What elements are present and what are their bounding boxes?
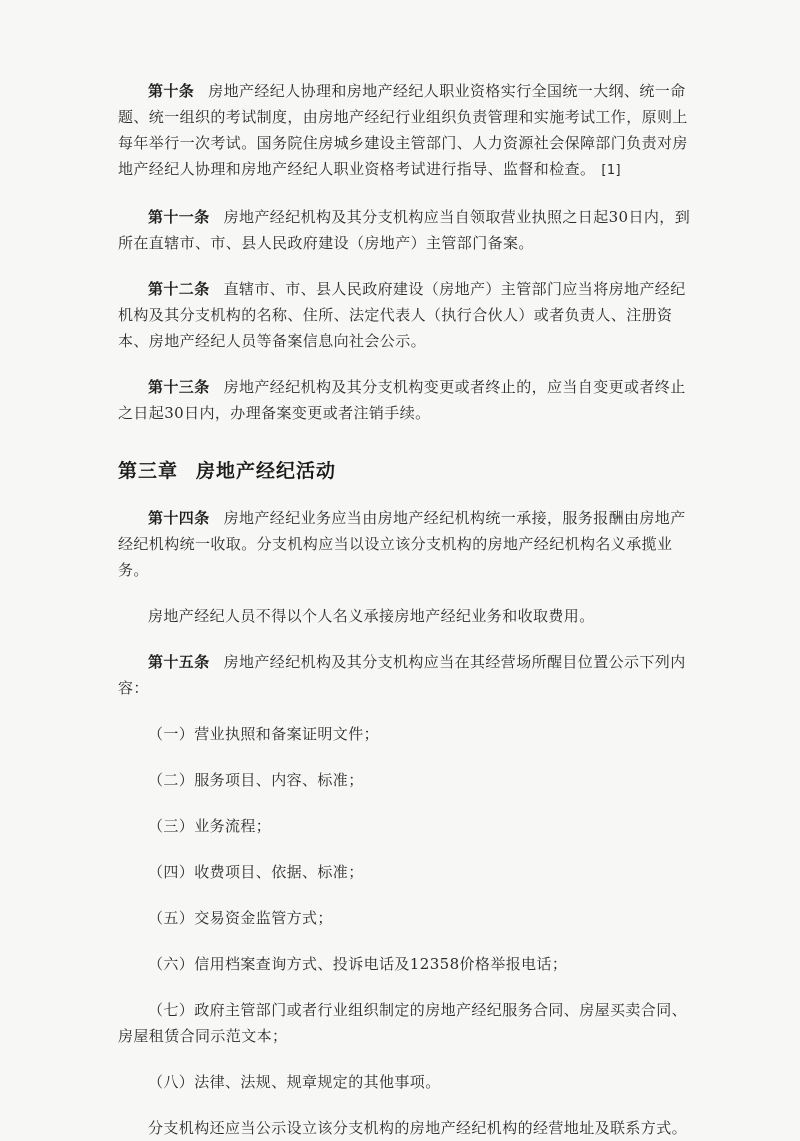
list-item: （一）营业执照和备案证明文件； (148, 725, 380, 743)
chapter-number: 第三章 (118, 460, 179, 482)
article-14-paragraph-2: 房地产经纪人员不得以个人名义承接房地产经纪业务和收取费用。 (148, 607, 595, 625)
list-item: （六）信用档案查询方式、投诉电话及12358价格举报电话； (148, 955, 568, 973)
article-number: 第十条 (148, 82, 195, 100)
chapter-heading (118, 456, 700, 483)
list-item: （七）政府主管部门或者行业组织制定的房地产经纪服务合同、房屋买卖合同、房屋租赁合同示范文本； (118, 1001, 688, 1045)
article-number: 第十一条 (148, 208, 210, 226)
article-15 (118, 649, 700, 701)
list-item: （三）业务流程； (148, 817, 272, 835)
article-number: 第十四条 (148, 509, 210, 527)
article-13 (118, 374, 700, 426)
article-text: 房地产经纪机构及其分支机构应当在其经营场所醒目位置公示下列内容： (118, 653, 686, 697)
article-text: 直辖市、市、县人民政府建设（房地产）主管部门应当将房地产经纪机构及其分支机构的名称、住所、法定代表人（执行合伙人）或者负责人、注册资本、房地产经纪人员等备案信息向社会公示。 (118, 280, 686, 350)
list-item: （五）交易资金监管方式； (148, 909, 333, 927)
list-item: （八）法律、法规、规章规定的其他事项。 (148, 1073, 441, 1091)
article-text: 房地产经纪机构及其分支机构变更或者终止的，应当自变更或者终止之日起30日内，办理备案变更或者注销手续。 (118, 378, 686, 422)
article-number: 第十五条 (148, 653, 210, 671)
article-14 (118, 505, 700, 583)
reference-link[interactable]: [1] (601, 163, 622, 178)
article-number: 第十二条 (148, 280, 210, 298)
article-number: 第十三条 (148, 378, 210, 396)
article-text: 房地产经纪人协理和房地产经纪人职业资格实行全国统一大纲、统一命题、统一组织的考试制度，由房地产经纪行业组织负责管理和实施考试工作，原则上每年举行一次考试。国务院住房城乡建设主管部门、人力资源社会保障部门负责对房地产经纪人协理和房地产经纪人职业资格考试进行指导、监督和检查。 (118, 82, 688, 178)
chapter-title: 房地产经纪活动 (196, 460, 337, 482)
closing-paragraph: 分支机构还应当公示设立该分支机构的房地产经纪机构的经营地址及联系方式。 (148, 1119, 688, 1137)
article-text: 房地产经纪业务应当由房地产经纪机构统一承接，服务报酬由房地产经纪机构统一收取。分支机构应当以设立该分支机构的房地产经纪机构名义承揽业务。 (118, 509, 686, 579)
list-item: （二）服务项目、内容、标准； (148, 771, 364, 789)
article-11 (118, 204, 700, 256)
list-item: （四）收费项目、依据、标准； (148, 863, 364, 881)
article-10 (118, 78, 700, 184)
article-text: 房地产经纪机构及其分支机构应当自领取营业执照之日起30日内，到所在直辖市、市、县人民政府建设（房地产）主管部门备案。 (118, 208, 691, 252)
article-12 (118, 276, 700, 354)
